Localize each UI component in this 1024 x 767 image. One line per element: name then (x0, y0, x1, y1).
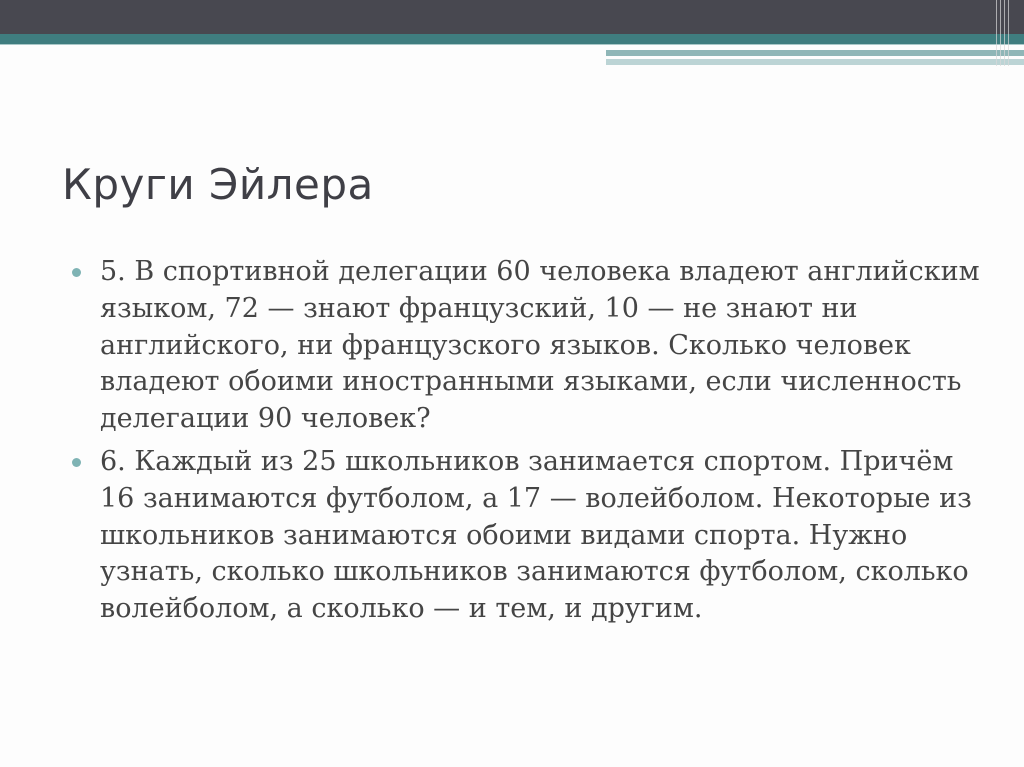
header-accent-line (0, 34, 1024, 44)
header-stripe (1008, 0, 1009, 66)
header-accent-thin-line (0, 44, 1024, 45)
header-accent-bar-upper (606, 50, 1024, 56)
bullet-list (100, 254, 980, 634)
header-stripe (996, 0, 997, 66)
bullet-dot-icon (72, 458, 81, 467)
slide-title: Круги Эйлера (62, 160, 374, 209)
bullet-text: 6. Каждый из 25 школьников занимается спортом. Причём 16 занимаются футболом, а 17 — волейболом. Некоторые из школьников занимаются обоими видами спорта. Нужно узнать, сколько школьников занимаются футболом, сколько волейболом, а сколько — и тем, и другим. (100, 445, 972, 625)
header-stripe (1004, 0, 1005, 66)
bullet-text: 5. В спортивной делегации 60 человека владеют английским языком, 72 — знают французский, 10 — не знают ни английского, ни французского языков. Сколько человек владеют обоими иностранными языками, если численность делегации 90 человек? (100, 256, 980, 435)
header-accent-bar-lower (606, 59, 1024, 65)
header-band (0, 0, 1024, 34)
bullet-item (100, 444, 980, 628)
bullet-dot-icon (72, 268, 81, 277)
bullet-item (100, 254, 980, 438)
header-stripe (1000, 0, 1001, 66)
